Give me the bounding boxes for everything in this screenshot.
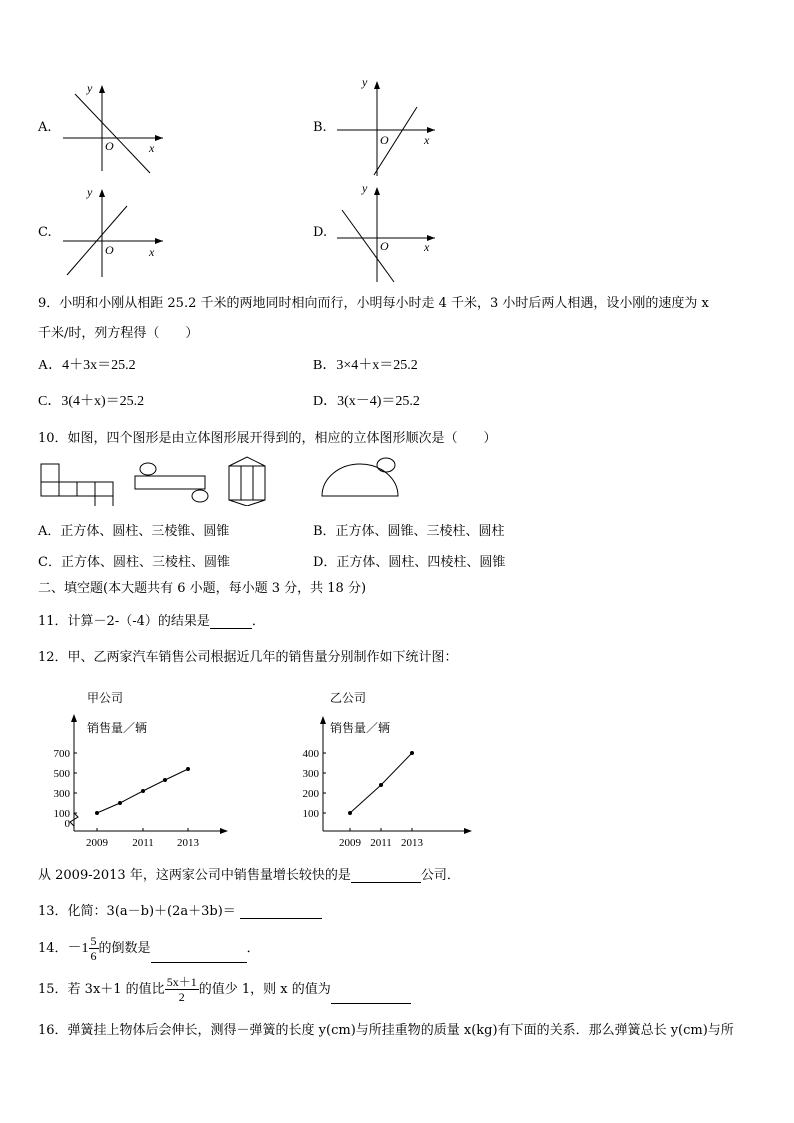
y-tick-label: 100 [53, 808, 70, 820]
x-tick-label: 2013 [177, 837, 199, 849]
data-point [379, 783, 383, 787]
q8-option-a-label: A. [38, 120, 52, 135]
q14-prefix: 14． [38, 941, 68, 956]
q9-option-b: B．3×4＋x＝25.2 [313, 358, 418, 373]
axis-x-label: x [149, 245, 155, 259]
q10-option-d: D．正方体、圆柱、四棱柱、圆锥 [313, 555, 506, 570]
x-tick-label: 2011 [132, 837, 154, 849]
q10-option-a: A．正方体、圆柱、三棱锥、圆锥 [38, 524, 230, 539]
data-point [141, 789, 145, 793]
data-point [348, 811, 352, 815]
q14-suffix: 的倒数是 [98, 941, 151, 956]
prism-net-figure [229, 457, 265, 506]
q9-option-d: D．3(x－4)＝25.2 [313, 394, 420, 409]
y-tick-label: 500 [53, 768, 70, 780]
q8-option-d-label: D. [313, 225, 328, 240]
q12-question [38, 864, 460, 883]
q12-question-start: 从 2009-2013 年，这两家公司中销售量增长较快的是 [38, 868, 351, 883]
q8-option-c-label: C. [38, 225, 52, 240]
origin-label: O [105, 243, 114, 257]
x-tick-label: 2009 [339, 837, 361, 849]
cone-net-figure [322, 458, 398, 496]
chart-ylabel: 销售量／辆 [87, 721, 148, 735]
q8-option-b-label: B. [313, 120, 327, 135]
q9-option-a: A．4＋3x＝25.2 [38, 358, 136, 373]
y-tick-label: 400 [302, 748, 319, 760]
axis-x-label: x [149, 141, 155, 155]
axis-x-label: x [424, 240, 430, 254]
q15-answer-blank[interactable] [331, 989, 411, 1004]
q15-fraction: $\frac{5x+1}{2}$ [166, 975, 197, 1004]
q14 [38, 934, 260, 963]
axis-x-label: x [424, 133, 430, 147]
q12-stem: 12．甲、乙两家汽车销售公司根据近几年的销售量分别制作如下统计图： [38, 650, 458, 665]
chart-title: 乙公司 [330, 691, 367, 705]
q13-answer-blank[interactable] [240, 904, 322, 919]
data-point [118, 801, 122, 805]
q8-graph-a [55, 76, 175, 176]
q10-stem: 10．如图，四个图形是由立体图形展开得到的，相应的立体图形顺次是（ ） [38, 431, 497, 446]
q9-option-c: C．3(4＋x)＝25.2 [38, 394, 145, 409]
q16-text: 16．弹簧挂上物体后会伸长，测得－弹簧的长度 y(cm)与所挂重物的质量 x(kg)有下面的关系．那么弹簧总长 y(cm)与所 [38, 1023, 734, 1038]
cube-net-figure [41, 464, 113, 506]
origin-label: O [380, 133, 389, 147]
q11 [38, 610, 265, 629]
q15 [38, 975, 411, 1004]
y-tick-label: 200 [302, 788, 319, 800]
q8-graph-c [55, 180, 175, 280]
q8-graph-d [332, 178, 452, 288]
x-tick-label: 2013 [401, 837, 423, 849]
x-tick-label: 2011 [370, 837, 392, 849]
q9-stem-line2: 千米/时，列方程得（ ） [38, 326, 199, 341]
y-tick-label: 0 [64, 818, 70, 830]
x-tick-label: 2009 [86, 837, 108, 849]
q12-answer-blank[interactable] [351, 868, 421, 883]
q10-option-c: C．正方体、圆柱、三棱柱、圆锥 [38, 555, 230, 570]
chart-title: 甲公司 [87, 691, 124, 705]
q8-graph-b [332, 72, 452, 182]
chart-company-yi [290, 686, 490, 852]
q9-stem-line1: 9．小明和小刚从相距 25.2 千米的两地同时相向而行，小明每小时走 4 千米，3 小时后两人相遇，设小刚的速度为 x [38, 296, 709, 311]
axis-y-label: y [362, 181, 368, 195]
q14-fraction: $\frac{5}{6}$ [90, 934, 97, 963]
q15-prefix: 15．若 3x＋1 的值比 [38, 982, 165, 997]
q13-text: 13．化简：3(a－b)＋(2a＋3b)＝ [38, 904, 236, 919]
q14-end: ． [246, 941, 260, 956]
q14-mixed-whole: －1 [67, 941, 89, 956]
axis-y-label: y [87, 81, 93, 95]
data-point [186, 767, 190, 771]
y-tick-label: 300 [53, 788, 70, 800]
data-point [410, 751, 414, 755]
chart-company-jia [40, 686, 240, 852]
y-tick-label: 300 [302, 768, 319, 780]
section2-heading: 二、填空题(本大题共有 6 小题，每小题 3 分，共 18 分) [38, 581, 367, 596]
origin-label: O [380, 239, 389, 253]
y-tick-label: 100 [302, 808, 319, 820]
q14-answer-blank[interactable] [151, 948, 247, 963]
origin-label: O [105, 139, 114, 153]
q11-answer-blank[interactable] [210, 614, 252, 629]
q12-question-end: 公司． [420, 868, 460, 883]
q13 [38, 900, 322, 919]
data-point [163, 778, 167, 782]
q11-text: 11．计算－2-（-4）的结果是 [38, 614, 210, 629]
y-tick-label: 700 [53, 748, 70, 760]
q10-net-figures [38, 456, 408, 506]
axis-y-label: y [87, 185, 93, 199]
axis-y-label: y [362, 75, 368, 89]
data-point [95, 811, 99, 815]
cylinder-net-figure [135, 463, 208, 502]
q11-end: ． [251, 614, 265, 629]
q10-option-b: B．正方体、圆锥、三棱柱、圆柱 [313, 524, 505, 539]
q15-suffix: 的值少 1，则 x 的值为 [198, 982, 331, 997]
chart-ylabel: 销售量／辆 [330, 721, 391, 735]
